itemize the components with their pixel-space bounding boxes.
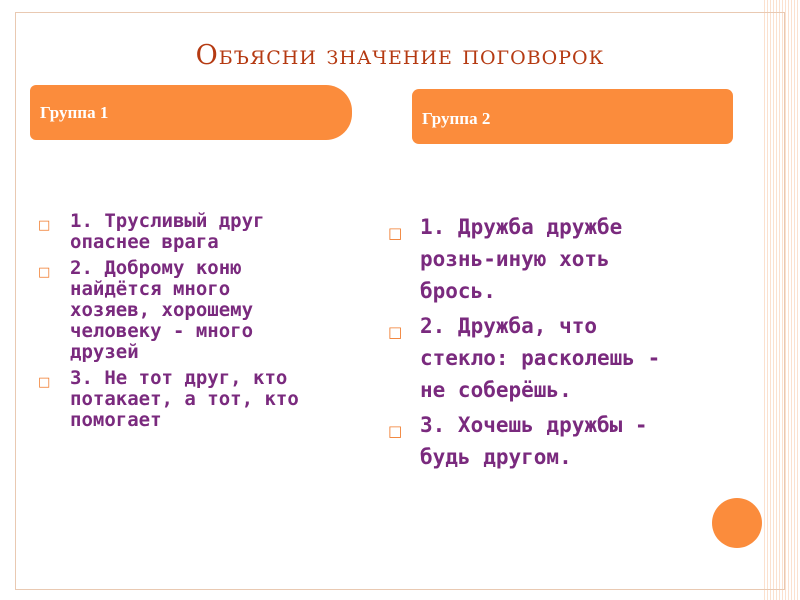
group-2-header: Группа 2	[412, 89, 733, 144]
group-1-header: Группа 1	[30, 85, 352, 140]
square-bullet-icon: □	[388, 422, 403, 440]
group-2-proverb-list	[388, 211, 708, 476]
proverb-item	[38, 368, 343, 431]
slide-title: Объясни значение поговорок	[195, 40, 605, 71]
proverb-item	[38, 211, 343, 253]
proverb-item	[388, 211, 708, 307]
decorative-circle	[712, 498, 762, 548]
proverb-text: 3. Хочешь дружбы - будь другом.	[420, 413, 648, 469]
proverb-text: 1. Дружба дружбе рознь-иную хоть брось.	[420, 215, 623, 303]
proverb-text: 2. Дружба, что стекло: расколешь - не соберёшь.	[420, 314, 661, 402]
proverb-text: 2. Доброму коню найдётся много хозяев, хорошему человеку - много друзей	[70, 257, 254, 363]
square-bullet-icon: □	[388, 224, 403, 242]
proverb-item	[38, 258, 343, 363]
proverb-text: 3. Не тот друг, кто потакает, а тот, кто помогает	[70, 367, 299, 431]
proverb-item	[388, 409, 708, 473]
proverb-text: 1. Трусливый друг опаснее врага	[70, 210, 265, 253]
square-bullet-icon: □	[38, 265, 51, 280]
square-bullet-icon: □	[38, 375, 51, 390]
group-1-proverb-list	[38, 211, 343, 436]
square-bullet-icon: □	[388, 323, 403, 341]
square-bullet-icon: □	[38, 218, 51, 233]
proverb-item	[388, 310, 708, 406]
